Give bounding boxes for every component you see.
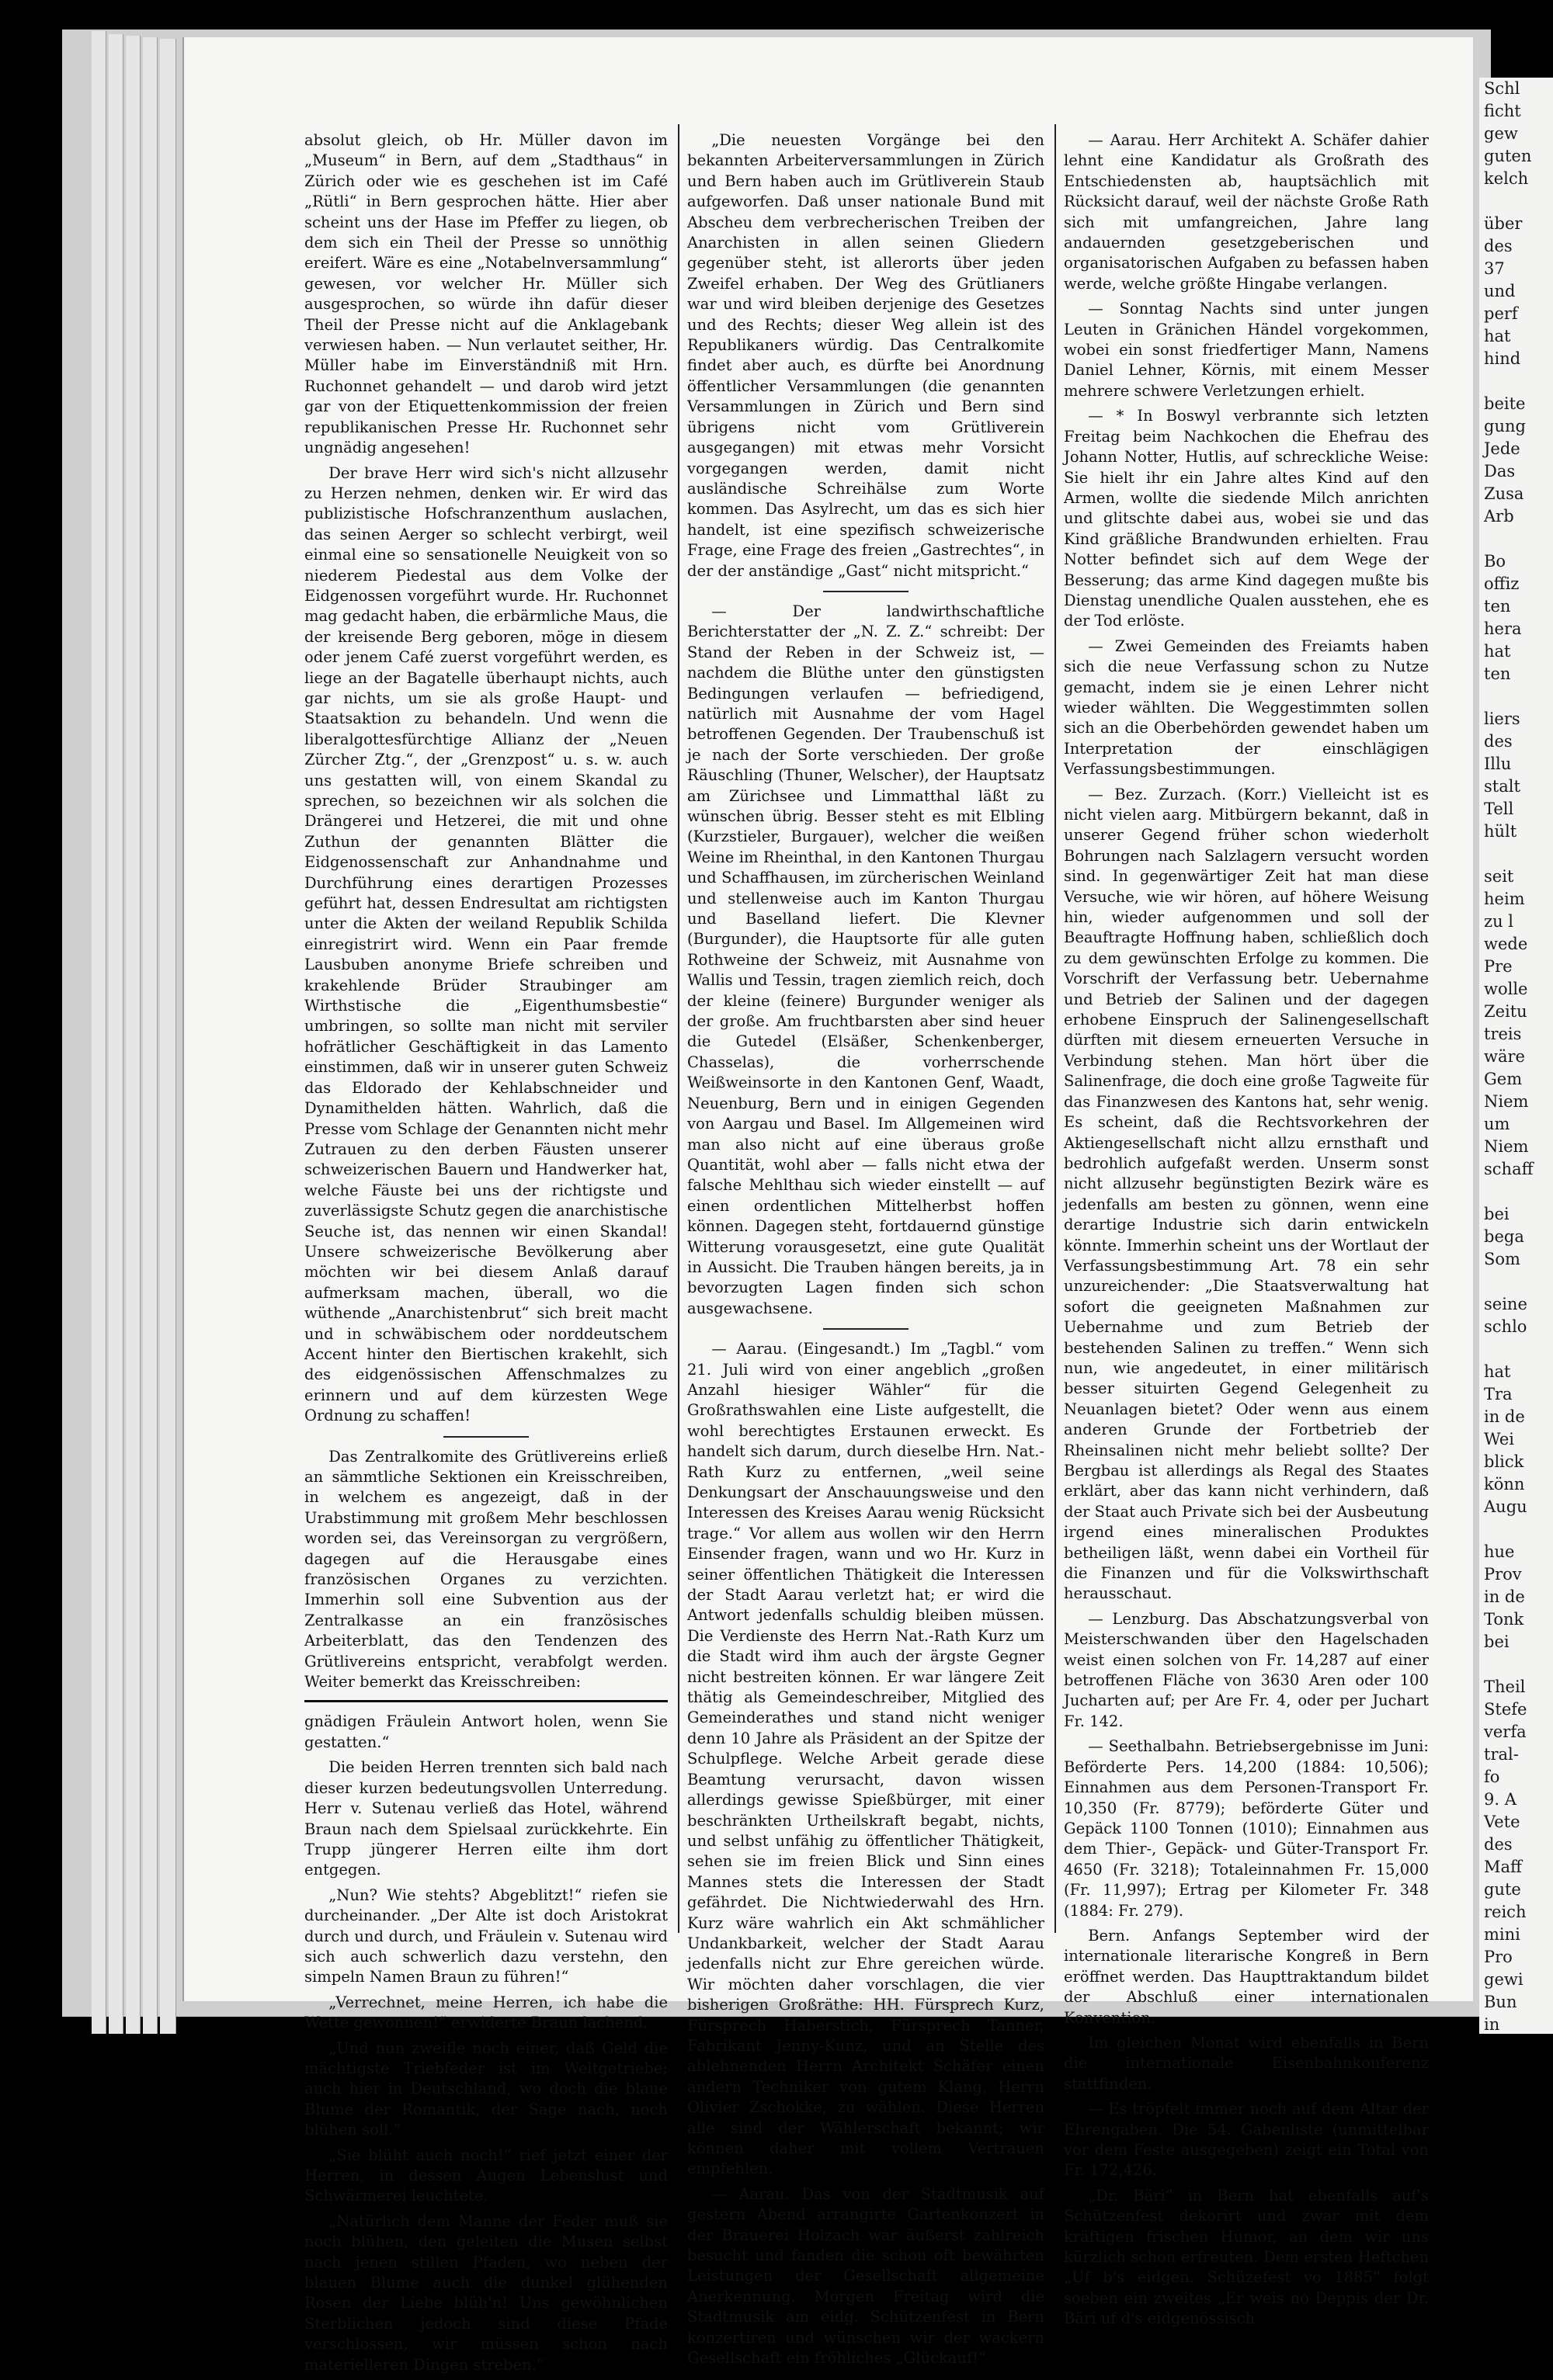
next-page-line: Illu	[1484, 755, 1512, 773]
next-page-line: hat	[1484, 1362, 1511, 1381]
next-page-line: Jede	[1484, 439, 1520, 458]
next-page-line: ten	[1484, 664, 1511, 683]
next-page-line: seine	[1484, 1295, 1527, 1313]
page-edge	[109, 34, 123, 2034]
next-page-line: seit	[1484, 867, 1514, 886]
paragraph: — * In Boswyl verbrannte sich letzten Freitag beim Nachkochen die Ehefrau des Johann Notter, Hutlis, auf schreckliche Weise: Sie hielt ihr ein Jahre altes Kind auf den Armen, wollte die siedende Milch anrichten und glitschte dabei aus, wobei sie und das Kind gräßliche Brandwunden erhielten. Frau Notter befindet sich auf dem Wege der Besserung; das arme Kind dagegen mußte bis Dienstag unendliche Qualen ausstehen, ehe es der Tod erlöste.	[1064, 407, 1429, 630]
paragraph: — Bez. Zurzach. (Korr.) Vielleicht ist es nicht vielen aarg. Mitbürgern bekannt, daß in unserer Gegend früher schon wiederholt Bohrungen nach Salzlagern versucht worden sind. In gegenwärtiger Zeit hat man diese Versuche, wie wir hören, auf höhere Weisung hin, wieder aufgenommen und soll der Beauftragte Hoffnung haben, schließlich doch zu dem gewünschten Erfolge zu kommen. Die Vorschrift der Verfassung betr. Uebernahme und Betrieb der Salinen und der dagegen erhobene Einspruch der Salinengesellschaft dürften mit diesem erneuerten Versuche in Verbindung stehen. Man hört über die Salinenfrage, die doch eine große Tagweite für das Finanzwesen des Kantons hat, sehr wenig. Es scheint, daß die Rechtsvorkehren der Aktiengesellschaft nicht allzu ernsthaft und bedrohlich aufgefaßt werden. Unserm sonst nicht allzusehr begünstigten Bezirk wäre es jedenfalls am besten zu gönnen, wenn eine derartige Industrie sich darin entwickeln könnte. Immerhin scheint uns der Wortlaut der Verfassungsbestimmung Art. 78 ein sehr unzureichender: „Die Staatsverwaltung hat sofort die geeigneten Maßnahmen zur Uebernahme und zum Betrieb der bestehenden Salinen zu treffen.“ Wenn sich nun, wie angedeutet, in einer militärisch besser situirten Gegend Gelegenheit zu Neuanlagen bietet? Oder wenn aus einem anderen Grunde der Fortbetrieb der Rheinsalinen nicht mehr beliebt sollte? Der Bergbau ist allerdings als Regal des Staates erklärt, aber das kann nicht verhindern, daß der Staat auch Private sich bei der Ausbeutung irgend eines mineralischen Produktes betheiligen läßt, wenn dabei ein Vortheil für die Finanzen und für die Volkswirthschaft herausschaut.	[1064, 785, 1429, 1603]
feuilleton-paragraph: „Nun? Wie stehts? Abgeblitzt!“ riefen sie durcheinander. „Der Alte ist doch Aristokrat durch und durch, und Fräulein v. Sutenau wird sich auch schwerlich dazu verstehn, den simpeln Namen Braun zu führen!“	[304, 1886, 668, 1986]
next-page-line	[1479, 843, 1553, 866]
next-page-line: in	[1484, 2015, 1500, 2034]
next-page-line: wede	[1484, 935, 1528, 953]
next-page-line: fo	[1484, 1768, 1500, 1786]
next-page-line: guten	[1484, 147, 1532, 165]
paragraph: „Dr. Bäri“ in Bern hat ebenfalls auf's Schützenfest dekorirt und zwar mit dem kräftigen frischen Humor, an dem wir uns kürzlich schon erfreuten. Dem ersten Heftchen „Uf b's eidgen. Schüzefest vo 1885“ folgt soeben ein zweites „Er weis no Deppis der Dr. Bäri uf d's eidgenössisch	[1064, 2186, 1429, 2328]
next-page-line: treis	[1484, 1025, 1522, 1043]
next-page-line: offiz	[1484, 574, 1520, 593]
paragraph: Der brave Herr wird sich's nicht allzusehr zu Herzen nehmen, denken wir. Er wird das publizistische Hofschranzenthum auslachen, das seinen Aerger so schlecht verbirgt, weil einmal eine so sensationelle Neuigkeit von so niederem Piedestal aus dem Volke der Eidgenossen vorgeführt wurde. Hr. Ruchonnet mag gedacht haben, die erbärmliche Maus, die der kreisende Berg geboren, möge in diesem oder jenem Café zuerst vorgeführt werden, es liege an der Bagatelle überhaupt nichts, auch gar nichts, um sie als große Haupt- und Staatsaktion zu behandeln. Und wenn die liberalgottesfürchtige Allianz der „Neuen Zürcher Ztg.“, der „Grenzpost“ u. s. w. auch uns gestatten will, von einem Skandal zu sprechen, so bezeichnen wir als solchen die Drängerei und Hetzerei, die mit und ohne Zuthun der genannten Blätter die Eidgenossenschaft zur Anhandnahme und Durchführung eines derartigen Prozesses geführt hat, dessen Endresultat am richtigsten unter die Akten der weiland Republik Schilda einregistrirt wird. Wenn ein Paar fremde Lausbuben anonyme Briefe schreiben und krakehlende Brüder Straubinger am Wirthstische die „Eigenthumsbestie“ umbringen, so sollte man nicht mit serviler hofrätlicher Geschäftigkeit in das Lamento einstimmen, daß wir in unserer guten Schweiz das Eldorado der Kehlabschneider und Dynamithelden hätten. Wahrlich, daß die Presse vom Schlage der Genannten nicht mehr Zutrauen zu den derben Fäusten unserer schweizerischen Bauern und Handwerker hat, welche Fäuste bei uns der richtigste und zuverlässigste Schutz gegen die anarchistische Seuche ist, das nennen wir einen Skandal! Unsere schweizerische Bevölkerung aber möchten wir bei diesem Anlaß darauf aufmerksam machen, überall, wo die wüthende „Anarchistenbrut“ sich breit macht und in schwäbischem oder norddeutschem Accent hinter den Biertischen krakehlt, sich des eidgenössischen Affenschmalzes zu erinnern und auf dem kürzesten Wege Ordnung zu schaffen!	[304, 463, 668, 1425]
paragraph: Das Zentralkomite des Grütlivereins erließ an sämmtliche Sektionen ein Kreisschreiben, in welchem es angezeigt, daß in der Urabstimmung mit großem Mehr beschlossen worden sei, das Vereinsorgan zu vergrößern, dagegen auf die Herausgabe eines französischen Organes zu verzichten. Immerhin soll eine Subvention aus der Zentralkasse an ein französisches Arbeiterblatt, das den Tendenzen des Grütlivereins entspricht, verabfolgt werden. Weiter bemerkt das Kreisschreiben:	[304, 1447, 668, 1691]
next-page-line: gung	[1484, 417, 1526, 435]
next-page-line: gewi	[1484, 1970, 1523, 1989]
feuilleton-paragraph: Die beiden Herren trennten sich bald nach dieser kurzen bedeutungsvollen Unterredung. Herr v. Sutenau verließ das Hotel, während Braun nach dem Spielsaal zurückkehrte. Ein Trupp jüngerer Herren eilte ihm dort entgegen.	[304, 1758, 668, 1879]
next-page-line: um	[1484, 1115, 1510, 1133]
next-page-line: wäre	[1484, 1047, 1525, 1066]
next-page-line: Tonk	[1484, 1610, 1524, 1629]
next-page-line: hera	[1484, 619, 1522, 638]
page-edge	[92, 31, 106, 2034]
next-page-line: Das	[1484, 462, 1516, 481]
next-page-line: 9. A	[1484, 1790, 1517, 1809]
next-page-line: Bun	[1484, 1993, 1517, 2011]
next-page-line: könn	[1484, 1475, 1525, 1494]
next-page-line: hat	[1484, 642, 1511, 661]
next-page-line: zu l	[1484, 912, 1513, 931]
next-page-line: schaff	[1484, 1160, 1534, 1178]
next-page-line: ten	[1484, 597, 1511, 616]
page-edge	[126, 36, 141, 2034]
paragraph: — Seethalbahn. Betriebsergebnisse im Juni: Beförderte Pers. 14,200 (1884: 10,506); Einnahmen aus dem Personen-Transport Fr. 10,350 (Fr. 8779); beförderte Güter und Gepäck 1100 Tonnen (1010); Einnahmen aus dem Thier-, Gepäck- und Güter-Transport Fr. 4650 (Fr. 3218); Totaleinnahmen Fr. 15,000 (Fr. 11,997); Ertrag per Kilometer Fr. 348 (1884: Fr. 279).	[1064, 1737, 1429, 1920]
next-page-line: in de	[1484, 1407, 1525, 1426]
column-rule	[1054, 124, 1056, 1933]
feuilleton-paragraph: „Sie blüht auch noch!“ rief jetzt einer der Herren, in dessen Augen Lebenslust und Schwärmerei leuchtete.	[304, 2146, 668, 2205]
next-page-line	[1479, 1338, 1553, 1361]
next-page-line: heim	[1484, 890, 1525, 908]
next-page-line: 37	[1484, 259, 1505, 278]
next-page-line: ficht	[1484, 102, 1521, 120]
next-page-line	[1479, 1271, 1553, 1293]
next-page-line: Niem	[1484, 1137, 1529, 1156]
next-page-line: Pre	[1484, 957, 1513, 976]
next-page-line: kelch	[1484, 169, 1529, 188]
next-page-line: hue	[1484, 1542, 1515, 1561]
next-page-line: schlo	[1484, 1317, 1527, 1336]
next-page-line: und	[1484, 282, 1516, 300]
next-page-line	[1479, 1518, 1553, 1541]
next-page-line: wolle	[1484, 980, 1528, 998]
next-page-line	[1479, 190, 1553, 213]
next-page-line: Schl	[1484, 79, 1520, 98]
next-page-line: beite	[1484, 394, 1526, 413]
next-page-line: Vete	[1484, 1813, 1520, 1831]
next-page-line: Arb	[1484, 507, 1514, 526]
next-page-line: reich	[1484, 1903, 1527, 1921]
next-page-line: des	[1484, 237, 1513, 255]
column-2	[687, 130, 1044, 2373]
next-page-line: verfa	[1484, 1723, 1527, 1741]
next-page-line: hind	[1484, 349, 1521, 368]
next-page-line: des	[1484, 1835, 1513, 1854]
paragraph: — Zwei Gemeinden des Freiamts haben sich die neue Verfassung schon zu Nutze gemacht, indem sie je einen Lehrer nicht wieder wählten. Die Weggestimmten sollen sich an die Oberbehörden gewendet haben um Interpretation der einschlägigen Verfassungsbestimmungen.	[1064, 637, 1429, 779]
feuilleton-paragraph: gnädigen Fräulein Antwort holen, wenn Sie gestatten.“	[304, 1712, 668, 1751]
next-page-line: Maff	[1484, 1858, 1522, 1876]
next-page-line: Bo	[1484, 552, 1506, 571]
next-page-line: perf	[1484, 304, 1518, 323]
next-page-line: Zusa	[1484, 484, 1524, 503]
next-page-line: hült	[1484, 822, 1517, 841]
next-page-line: blick	[1484, 1452, 1524, 1471]
next-page-line: liers	[1484, 709, 1520, 728]
paragraph: — Der landwirthschaftliche Berichterstatter der „N. Z. Z.“ schreibt: Der Stand der Reben in der Schweiz ist, — nachdem die Blüthe unter den günstigsten Bedingungen verlaufen — befriedigend, natürlich mit Ausnahme der vom Hagel betroffenen Gegenden. Der Traubenschuß ist je nach der Sorte verschieden. Der große Räuschling (Thuner, Welscher), der Hauptsatz am Zürichsee und Limmatthal läßt zu wünschen übrig. Besser steht es mit Elbling (Kurzstieler, Burgauer), welcher die weißen Weine im Rheinthal, in den Kantonen Thurgau und Schaffhausen, im zürcherischen Weinland und stellenweise auch im Kanton Thurgau und Baselland liefert. Die Klevner (Burgunder), die Hauptsorte für alle guten Rothweine der Schweiz, mit Ausnahme von Wallis und Tessin, tragen ziemlich reich, doch der kleine (feinere) Burgunder weniger als der große. Am fruchtbarsten aber sind heuer die Gutedel (Elsäßer, Schenkenberger, Chasselas), die vorherrschende Weißweinsorte in den Kantonen Genf, Waadt, Neuenburg, Bern und in einigen Gegenden von Aargau und Basel. Im Allgemeinen wird man also nicht auf eine überaus große Quantität, wohl aber — falls nicht etwa der falsche Mehlthau sich wieder einstellt — auf einen ordentlichen Mittelherbst hoffen können. Dagegen steht, fortdauernd günstige Witterung vorausgesetzt, eine gute Qualität in Aussicht. Die Trauben hängen bereits, ja in bevorzugten Lagen finden sich schon ausgewachsene.	[687, 602, 1044, 1317]
separator	[823, 591, 909, 592]
next-page-line: Stefe	[1484, 1700, 1527, 1719]
next-page-line: hat	[1484, 327, 1511, 345]
next-page-line: Gem	[1484, 1070, 1523, 1088]
paragraph: Im gleichen Monat wird ebenfalls in Bern die internationale Eisenbahnkonferenz stattfinden.	[1064, 2033, 1429, 2093]
next-page-line: mini	[1484, 1925, 1520, 1944]
next-page-line: über	[1484, 214, 1523, 233]
feuilleton-paragraph: „Verrechnet, meine Herren, ich habe die Wette gewonnen!“ erwiderte Braun lachend.	[304, 1993, 668, 2032]
next-page-line	[1479, 528, 1553, 550]
next-page-line: bega	[1484, 1227, 1524, 1246]
next-page-line: Pro	[1484, 1948, 1513, 1966]
feuilleton-rule	[304, 1700, 668, 1702]
paragraph: — Aarau. Das von der Stadtmusik auf gestern Abend arrangirte Gartenkonzert in der Brauerei Holzach war äußerst zahlreich besucht und fanden die schon oft bewährten Leistungen der Gesellschaft allgemeine Anerkennung. Morgen Freitag wird die Stadtmusik am eidg. Schützenfest in Bern konzertiren und wünschen wir der wackern Gesellschaft ein fröhliches „Glückauf!“	[687, 2184, 1044, 2368]
next-page-line: Augu	[1484, 1497, 1527, 1516]
next-page-line: stalt	[1484, 777, 1520, 796]
next-page-line: bei	[1484, 1205, 1510, 1223]
page-edge	[143, 37, 158, 2034]
next-page-line: Som	[1484, 1250, 1520, 1268]
next-page-line	[1479, 1181, 1553, 1203]
paragraph: absolut gleich, ob Hr. Müller davon im „Museum“ in Bern, auf dem „Stadthaus“ in Zürich oder wie es geschehen ist im Café „Rütli“ in Bern gesprochen hätte. Hier aber scheint uns der Hase im Pfeffer zu liegen, ob dem sich ein Theil der Presse so unnöthig ereifert. Wäre es eine „Notabelnversammlung“ gewesen, vor welcher Hr. Müller sich ausgesprochen, so würde ihn dafür dieser Theil der Presse nicht auf die Anklagebank verwiesen haben. — Nun verlautet seither, Hr. Müller habe im Einverständniß mit Hrn. Ruchonnet gehandelt — und darob wird jetzt gar von der Etiquettenkommission der freien republikanischen Presse Hr. Ruchonnet sehr ungnädig angesehen!	[304, 131, 668, 457]
column-1	[304, 130, 668, 2380]
adjacent-page-fragment	[1479, 78, 1553, 2034]
next-page-line: bei	[1484, 1632, 1510, 1651]
next-page-line: in de	[1484, 1587, 1525, 1606]
next-page-line: Tra	[1484, 1385, 1513, 1403]
separator	[443, 1436, 529, 1438]
separator	[823, 1328, 909, 1330]
next-page-line: Zeitu	[1484, 1002, 1527, 1021]
paragraph: — Aarau. (Eingesandt.) Im „Tagbl.“ vom 21. Juli wird von einer angeblich „großen Anzahl hiesiger Wähler“ für die Großrathswahlen eine Liste aufgestellt, die wohl berechtigtes Erstaunen erweckt. Es handelt sich darum, durch dieselbe Hrn. Nat.-Rath Kurz zu entfernen, „weil seine Denkungsart der Anschauungsweise und den Interessen des Kreises Aarau wenig Rücksicht trage.“ Vor allem aus wollen wir den Herrn Einsender fragen, wann und wo Hr. Kurz in seiner öffentlichen Thätigkeit die Interessen der Stadt Aarau verletzt hat; er wird die Antwort jedenfalls schuldig bleiben müssen. Die Verdienste des Herrn Nat.-Rath Kurz um die Stadt wird ihm auch der ärgste Gegner nicht bestreiten können. Er war längere Zeit thätig als Gemeindeschreiber, Mitglied des Gemeinderathes und stand nicht weniger denn 10 Jahre als Präsident an der Spitze der Schulpflege. Welche Arbeit gerade diese Beamtung verursacht, davon wissen allerdings gewisse Spießbürger, mit einer beschränkten Urtheilskraft begabt, nichts, und selbst unfähig zu öffentlicher Thätigkeit, sehen sie im freien Blick und Sinn eines Mannes stets die Interessen der Stadt gefährdet. Die Nichtwiederwahl des Hrn. Kurz wäre wahrlich ein Akt schmählicher Undankbarkeit, welcher der Stadt Aarau jedenfalls nicht zur Ehre gereichen würde. Wir möchten daher vorschlagen, die vier bisherigen Großräthe: HH. Fürsprech Kurz, Fürsprech Haberstich, Fürsprech Tanner, Fabrikant Jenny-Kunz, und an Stelle des ablehnenden Herrn Architekt Schäfer einen andern Techniker von gutem Klang, Herrn Olivier Zschokke, zu wählen. Diese Herren alle sind der Wählerschaft bekannt; wir können daher mit vollem Vertrauen empfehlen.	[687, 1340, 1044, 2178]
next-page-line: Tell	[1484, 800, 1514, 818]
next-page-line: Prov	[1484, 1565, 1522, 1584]
next-page-line: gew	[1484, 124, 1518, 143]
next-page-line	[1479, 1653, 1553, 1676]
next-page-line: gute	[1484, 1880, 1521, 1899]
paragraph: Bern. Anfangs September wird der internationale literarische Kongreß in Bern eröffnet werden. Das Haupttraktandum bildet der Abschluß einer internationalen Konvention.	[1064, 1926, 1429, 2027]
paragraph: — Aarau. Herr Architekt A. Schäfer dahier lehnt eine Kandidatur als Großrath des Entschiedensten ab, hauptsächlich mit Rücksicht darauf, weil der nächste Große Rath sich mit umfangreichen, Jahre lang andauernden gesetzgeberischen und organisatorischen Aufgaben zu befassen haben werde, welche größte Hingabe verlangen.	[1064, 131, 1429, 293]
next-page-line	[1479, 685, 1553, 708]
next-page-line: Wei	[1484, 1430, 1515, 1448]
column-3	[1064, 130, 1429, 2334]
paragraph: — Sonntag Nachts sind unter jungen Leuten in Gränichen Händel vorgekommen, wobei ein sonst friedfertiger Mann, Namens Daniel Lehner, Körnis, mit einem Messer mehrere schwere Verletzungen erhielt.	[1064, 300, 1429, 400]
paragraph: „Die neuesten Vorgänge bei den bekannten Arbeiterversammlungen in Zürich und Bern haben auch im Grütliverein Staub aufgeworfen. Daß unser nationale Bund mit Abscheu dem verbrecherischen Treiben der Anarchisten in allen seinen Gliedern gegenüber steht, ist allerorts über jeden Zweifel erhaben. Der Weg des Grütlianers war und wird bleiben derjenige des Gesetzes und des Rechts; dieser Weg allein ist des Republikaners würdig. Das Centralkomite findet aber auch, es dürfte bei Anordnung öffentlicher Versammlungen (die genannten Versammlungen in Zürich und Bern sind übrigens nicht vom Grütliverein ausgegangen) mit etwas mehr Vorsicht vorgegangen werden, damit nicht ausländische Schreihälse zum Worte kommen. Das Asylrecht, um das es sich hier handelt, ist eine spezifisch schweizerische Frage, eine Frage des freien „Gastrechtes“, in der der anständige „Gast“ nicht mitspricht.“	[687, 131, 1044, 580]
paragraph: — Lenzburg. Das Abschatzungsverbal von Meisterschwanden über den Hagelschaden weist einen solchen von Fr. 14,287 auf einer betroffenen Fläche von 3630 Aren oder 100 Jucharten auf; per Are Fr. 4, oder per Juchart Fr. 142.	[1064, 1609, 1429, 1730]
paragraph: — Es tröpfelt immer noch auf dem Altar der Ehrengaben. Die 54. Gabenliste (unmittelbar vor dem Feste ausgegeben) zeigt ein Total von Fr. 172,426.	[1064, 2100, 1429, 2180]
next-page-line: Theil	[1484, 1677, 1526, 1696]
column-rule	[678, 124, 679, 1933]
next-page-line: tral-	[1484, 1745, 1519, 1764]
feuilleton-paragraph: „Natürlich dem Manne der Feder muß sie noch blühen, den geleiten die Musen selbst nach jenen stillen Pfaden, wo neben der blauen Blume auch die dunkel glühenden Rosen der Liebe blüh'n! Uns gewöhnlichen Sterblichen jedoch sind diese Pfade verschlossen, wir müssen schon nach materielleren Dingen streben.“	[304, 2212, 668, 2374]
next-page-line: Niem	[1484, 1092, 1529, 1111]
next-page-line: des	[1484, 732, 1513, 751]
feuilleton-paragraph: „Und nun zweifle noch einer, daß Geld die mächtigste Triebfeder ist im Weltgetriebe; auch hier in Deutschland, wo doch die blaue Blume der Romantik, der Sage nach, noch blühen soll.“	[304, 2038, 668, 2139]
next-page-line	[1479, 370, 1553, 393]
page-edge	[160, 39, 176, 2034]
